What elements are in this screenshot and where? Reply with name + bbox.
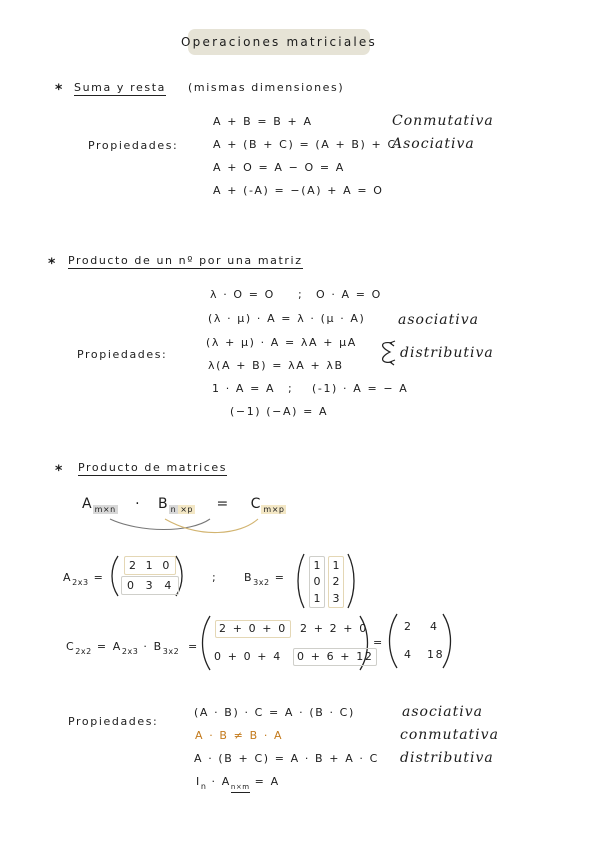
equals: = xyxy=(188,640,199,653)
formula-line: (λ + μ) · A = λA + μA xyxy=(206,336,357,349)
separator: ; xyxy=(288,382,294,395)
formula-line: 1 · A = A xyxy=(212,382,276,395)
propiedades-label: Propiedades: xyxy=(77,348,168,361)
matrix-c-cell: 2 + 0 + 0 xyxy=(215,620,291,638)
formula-line: λ · O = O xyxy=(210,288,275,301)
dot: · xyxy=(135,496,141,512)
matrix-c-cell: 0 + 0 + 4 xyxy=(214,650,282,663)
bracket-arrow xyxy=(370,336,404,370)
formula-line: A · (B + C) = A · B + A · C xyxy=(194,752,379,765)
separator: ; xyxy=(212,571,218,584)
matrix-a-label: $A_{2x3}$ = xyxy=(63,571,105,587)
formula-line: O · A = O xyxy=(316,288,382,301)
property-name: Asociativa xyxy=(392,136,475,152)
property-name: asociativa xyxy=(402,704,483,720)
formula-line: A + (B + C) = (A + B) + C xyxy=(213,138,397,151)
formula-line: (A · B) · C = A · (B · C) xyxy=(194,706,355,719)
formula-line: A · B ≠ B · A xyxy=(195,729,284,742)
dimension-arcs xyxy=(90,505,270,535)
property-name: conmutativa xyxy=(400,727,499,743)
matrix-b-col1: 1 0 1 xyxy=(309,556,325,608)
matrix-c-symbol: C xyxy=(250,496,262,512)
result-parens xyxy=(389,612,451,670)
separator: ; xyxy=(298,288,304,301)
result-cell: 4 xyxy=(430,620,439,633)
section-note: (mismas dimensiones) xyxy=(188,81,345,94)
propiedades-label: Propiedades: xyxy=(88,139,179,152)
formula-line: λ(A + B) = λA + λB xyxy=(208,359,344,372)
propiedades-label: Propiedades: xyxy=(68,715,159,728)
equals: = xyxy=(373,636,384,649)
section-heading-producto-matrices: Producto de matrices xyxy=(78,461,228,474)
matrix-a-row1: 2 1 0 xyxy=(124,556,176,575)
formula-line: A + O = A − O = A xyxy=(213,161,345,174)
matrix-a-symbol: A xyxy=(82,496,93,512)
formula-line: A + B = B + A xyxy=(213,115,313,128)
result-cell: 2 xyxy=(404,620,413,633)
equals: = xyxy=(216,496,230,512)
dim-sub-b-p: ×p xyxy=(180,505,193,514)
page-title: Operaciones matriciales xyxy=(188,29,370,55)
formula-line: A + (-A) = −(A) + A = O xyxy=(213,184,384,197)
matrix-c-cell: 2 + 2 + 0 xyxy=(300,622,368,635)
bullet-star: * xyxy=(55,82,63,98)
property-name: distributiva xyxy=(400,345,494,361)
dim-sub-b-n: n xyxy=(170,505,177,514)
property-name: Conmutativa xyxy=(392,113,494,129)
matrix-b-label: $B_{3x2}$ = xyxy=(244,571,286,587)
matrix-a-row2: 0 3 4 xyxy=(121,576,179,595)
section-heading-producto-escalar: Producto de un nº por una matriz xyxy=(68,254,303,267)
section-heading-suma: Suma y resta xyxy=(74,81,166,94)
formula-line: (−1) (−A) = A xyxy=(230,405,329,418)
dim-sub-c: m×p xyxy=(263,505,285,514)
matrix-b-symbol: B xyxy=(158,496,169,512)
matrix-c-equation: $C_{2x2} = A_{2x3} \cdot B_{3x2}$ xyxy=(66,640,180,656)
dim-sub-a: m×n xyxy=(94,505,116,514)
formula-line: (λ · μ) · A = λ · (μ · A) xyxy=(208,312,366,325)
formula-line: (-1) · A = − A xyxy=(312,382,409,395)
bullet-star: * xyxy=(55,463,63,479)
result-cell: 18 xyxy=(427,648,445,661)
bullet-star: * xyxy=(48,256,56,272)
property-name: distributiva xyxy=(400,750,494,766)
property-name: asociativa xyxy=(398,312,479,328)
matrix-b-parens xyxy=(298,552,354,610)
identity-line: $I_n \cdot A_{n\times m} = A$ xyxy=(196,775,280,791)
result-cell: 4 xyxy=(404,648,413,661)
matrix-b-col2: 1 2 3 xyxy=(328,556,344,608)
matrix-c-cell: 0 + 6 + 12 xyxy=(293,648,377,666)
